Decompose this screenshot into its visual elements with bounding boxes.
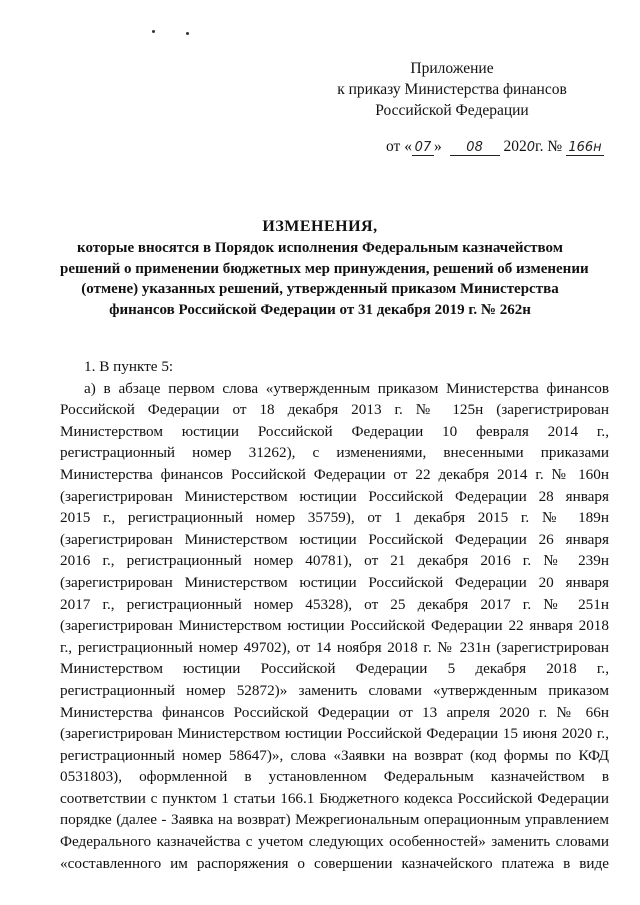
body-line: 2015 г., регистрационный номер 35759), от 1 декабря 2015 г. № 189н	[60, 509, 609, 527]
document-title	[60, 216, 589, 320]
scan-speck	[186, 32, 189, 35]
order-year-tail: г. №	[534, 138, 563, 155]
body-line: соответствии с пунктом 1 статьи 166.1 Бюджетного кодекса Российской Федерации	[60, 789, 609, 807]
body-line: 2017 г., регистрационный номер 45328), от 25 декабря 2017 г. № 251н	[60, 595, 609, 613]
body-line: регистрационный номер 31262), с изменениями, внесенными приказами	[60, 444, 609, 462]
point-heading: 1. В пункте 5:	[84, 358, 174, 375]
order-number: 166н	[566, 141, 604, 156]
body-line: (зарегистрирован Министерством юстиции Российской Федерации 20 января	[60, 573, 609, 591]
body-line: Министерством юстиции Российской Федерации 10 февраля 2014 г.,	[60, 422, 609, 440]
title-heading: ИЗМЕНЕНИЯ,	[262, 218, 378, 235]
title-line: решений о применении бюджетных мер принуждения, решений об изменении	[60, 260, 589, 277]
document-body	[60, 356, 609, 874]
title-line: (отмене) указанных решений, утвержденный приказом Министерства	[81, 281, 559, 297]
order-year-prefix: 202	[503, 138, 527, 155]
body-line: (зарегистрирован Министерством юстиции Российской Федерации 15 июня 2020 г.,	[60, 725, 609, 743]
order-mid: »	[433, 138, 442, 155]
body-line: (зарегистрирован Министерством юстиции Российской Федерации 28 января	[60, 487, 609, 505]
body-line: (зарегистрирован Министерством юстиции Российской Федерации 26 января	[60, 530, 609, 548]
annex-line: к приказу Министерства финансов	[337, 81, 567, 98]
body-line: а) в абзаце первом слова «утвержденным приказом Министерства финансов	[84, 379, 609, 397]
body-line: г., регистрационный номер 49702), от 14 ноября 2018 г. № 231н (зарегистрирован	[60, 638, 609, 656]
order-date-number	[386, 138, 604, 156]
body-line: Министерством юстиции Российской Федерации 5 декабря 2018 г.,	[60, 660, 609, 678]
body-line: регистрационный номер 52872)» заменить словами «утвержденным приказом	[60, 681, 609, 699]
body-line: 0531803), оформленной в установленном Федеральным казначейством в	[60, 768, 609, 786]
annex-line: Приложение	[410, 60, 494, 77]
body-line: 2016 г., регистрационный номер 40781), от 21 декабря 2016 г. № 239н	[60, 552, 609, 570]
title-line: финансов Российской Федерации от 31 декабря 2019 г. № 262н	[109, 301, 531, 318]
order-day: 07	[412, 141, 434, 156]
body-line: порядке (далее - Заявка на возврат) Межрегиональным операционным управлением	[60, 811, 609, 829]
body-line: «составленного им распоряжения о совершении казначейского платежа в виде	[60, 854, 609, 872]
title-subtitle	[60, 238, 589, 320]
order-year-suffix: 0	[526, 140, 535, 155]
body-line: регистрационный номер 58647)», слова «Заявки на возврат (код формы по КФД	[60, 746, 609, 764]
body-line: (зарегистрирован Министерством юстиции Российской Федерации 22 января 2018	[60, 617, 609, 635]
order-prefix: от «	[386, 138, 412, 155]
order-month: 08	[450, 141, 500, 156]
body-line: Федерального казначейства с учетом следующих особенностей» заменить словами	[60, 833, 609, 851]
body-line: Министерства финансов Российской Федерации от 22 декабря 2014 г. № 160н	[60, 465, 609, 483]
body-line: Российской Федерации от 18 декабря 2013 г. № 125н (зарегистрирован	[60, 401, 609, 419]
scan-speck	[152, 30, 155, 33]
title-line: которые вносятся в Порядок исполнения Федеральным казначейством	[77, 240, 563, 256]
body-line: Министерства финансов Российской Федерации от 13 апреля 2020 г. № 66н	[60, 703, 609, 721]
annex-header	[322, 58, 582, 121]
annex-line: Российской Федерации	[375, 102, 529, 119]
